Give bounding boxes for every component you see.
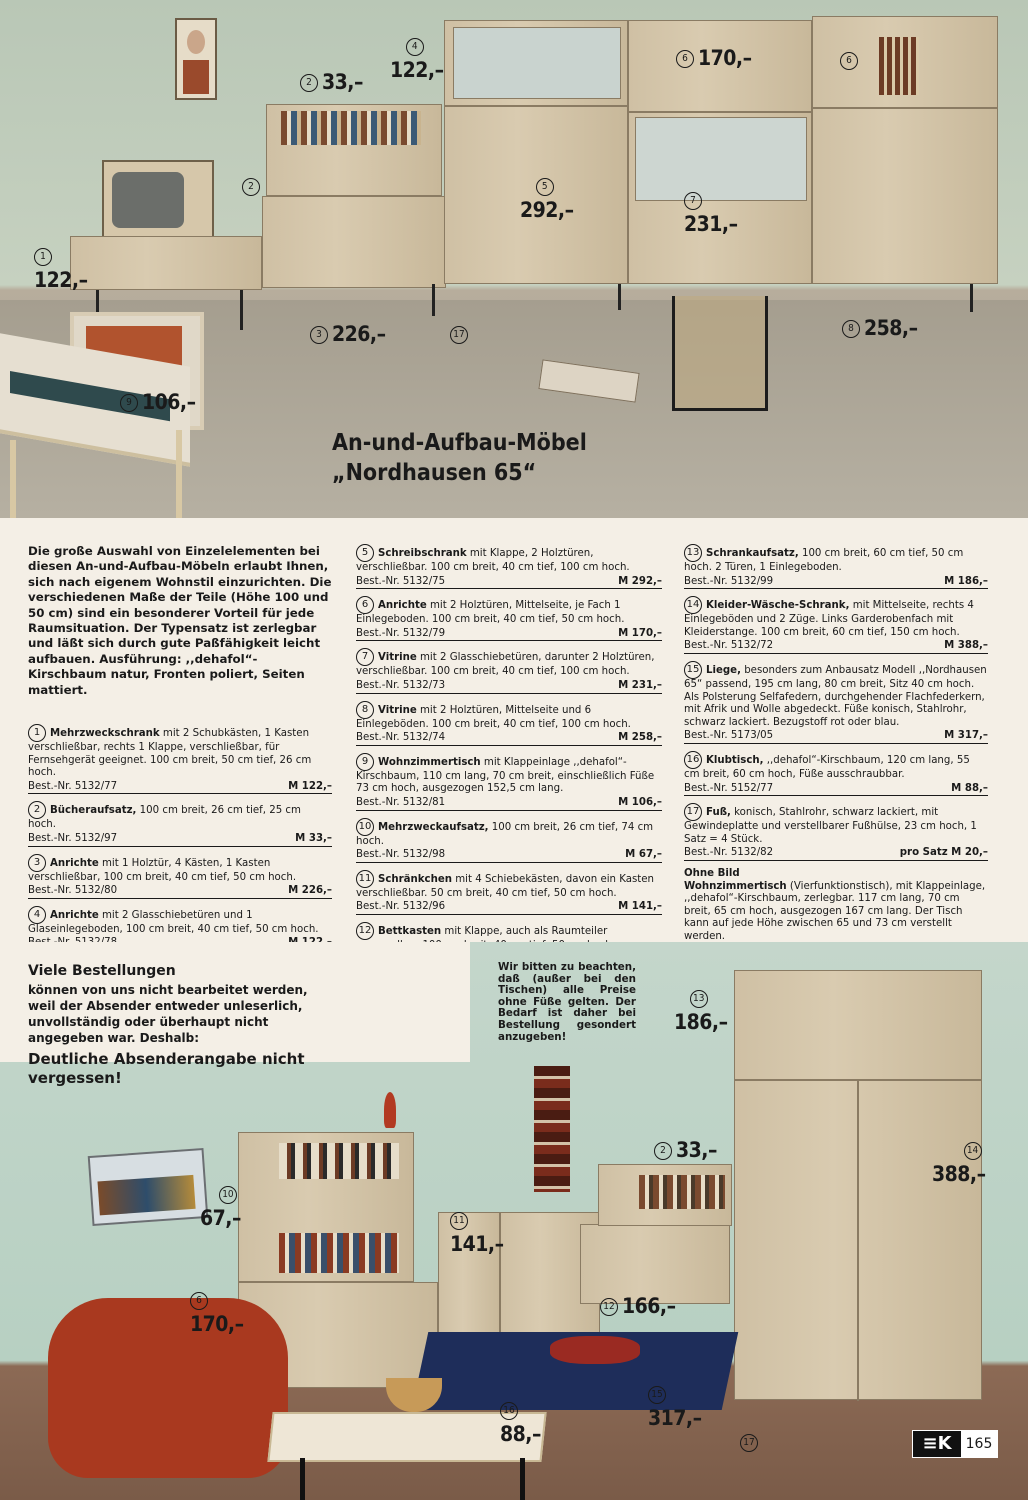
viele-emphasis: Deutliche Absenderangabe nicht vergessen!	[28, 1050, 305, 1087]
label-8: 8 258,–	[842, 316, 918, 340]
item-description: mit Klappe, auch als Raumteiler	[444, 925, 608, 937]
bottom-label-12: 12 166,–	[600, 1294, 676, 1318]
label-4: 4 122,–	[390, 34, 444, 82]
order-line	[28, 832, 332, 847]
vase	[384, 1092, 396, 1128]
order-number: Best.-Nr. 5173/05	[684, 730, 774, 742]
label-3: 3 226,–	[310, 322, 386, 346]
order-number: Best.-Nr. 5132/72	[684, 640, 774, 652]
order-line	[684, 575, 988, 590]
order-line	[356, 848, 662, 863]
cushion	[550, 1336, 640, 1364]
item-name: Anrichte	[50, 857, 99, 869]
product-item	[684, 544, 988, 589]
item-number: 10	[356, 818, 374, 836]
item-number: 2	[28, 801, 46, 819]
order-price: M 88,–	[951, 782, 988, 794]
item-number: 15	[684, 661, 702, 679]
order-line	[684, 729, 988, 744]
viele-bestellungen-box	[28, 962, 338, 1088]
item-number: 16	[684, 751, 702, 769]
item-number: 8	[356, 701, 374, 719]
order-line	[28, 780, 332, 795]
product-item	[684, 751, 988, 796]
item-number: 17	[684, 803, 702, 821]
shelf-2-bottom	[598, 1164, 732, 1226]
bottom-label-14: 14 388,–	[932, 1138, 986, 1186]
product-item	[684, 596, 988, 654]
order-number: Best.-Nr. 5132/74	[356, 732, 446, 744]
item-number: 7	[356, 648, 374, 666]
shelf-10	[238, 1132, 414, 1282]
column-3	[684, 544, 988, 965]
item-number: 9	[356, 753, 374, 771]
product-item	[356, 818, 662, 863]
product-item	[356, 596, 662, 641]
cabinet-8	[812, 108, 998, 284]
order-number: Best.-Nr. 5132/80	[28, 885, 118, 897]
bottom-label-2: 2 33,–	[654, 1138, 717, 1162]
order-line	[684, 782, 988, 797]
product-item	[356, 648, 662, 693]
item-name: Klubtisch,	[706, 754, 764, 766]
item-number: 6	[356, 596, 374, 614]
label-17: 17	[450, 322, 472, 346]
publisher-logo-icon: ≡K	[913, 1431, 961, 1457]
label-6b: 6	[840, 48, 862, 72]
label-2: 2 33,–	[300, 70, 363, 94]
bottom-label-11: 11 141,–	[450, 1208, 504, 1256]
order-price: M 106,–	[618, 796, 662, 808]
product-item	[684, 803, 988, 861]
viele-body: können von uns nicht bearbeitet werden, weil der Absender entweder unleserlich, unvollständig oder überhaupt nicht angegeben war. Deshalb:	[28, 983, 308, 1045]
order-line	[28, 884, 332, 899]
product-item	[356, 701, 662, 746]
item-description: konisch, Stahlrohr, schwarz lackiert, mit Gewindeplatte und verstellbarer Fußhülse, 23 cm hoch, 1 Satz = 4 Stück.	[684, 807, 977, 845]
order-price: M 388,–	[944, 640, 988, 652]
item-description: mit 2 Holztüren, Mittelseite und 6 Einlegeböden. 100 cm breit, 40 cm tief, 100 cm hoch.	[356, 704, 631, 730]
item-description: mit 2 Holztüren, Mittelseite, je Fach 1 Einlegeboden. 100 cm breit, 40 cm tief, 50 cm hoch.	[356, 600, 625, 626]
order-price: M 141,–	[618, 901, 662, 913]
order-price: M 170,–	[618, 627, 662, 639]
order-number: Best.-Nr. 5132/77	[28, 780, 118, 792]
order-number: Best.-Nr. 5132/81	[356, 796, 446, 808]
item-description: 100 cm breit, 26 cm tief, 25 cm hoch.	[28, 805, 301, 831]
item-number: 5	[356, 544, 374, 562]
item-description: (Vierfunktionstisch), mit Klappeinlage, ,,dehafol“-Kirschbaum, zerlegbar. 117 cm lang, 70 cm breit, 65 cm hoch, ausgezogen 167 cm lang. Der Tisch kann auf jede Höhe zwischen 65 und 73 cm verstellt werden.	[684, 880, 986, 942]
order-number: Best.-Nr. 5132/96	[356, 901, 446, 913]
page-badge	[912, 1430, 998, 1458]
item-name: Ohne Bild Wohnzimmertisch	[684, 867, 787, 892]
bottom-label-16: 16 88,–	[500, 1398, 541, 1446]
wall-painting	[88, 1148, 209, 1226]
product-item	[684, 661, 988, 744]
item-number: 11	[356, 870, 374, 888]
item-name: Schränkchen	[378, 873, 453, 885]
item-number: 3	[28, 854, 46, 872]
item-description: mit Mittelseite, rechts 4 Einlegeböden und 2 Züge. Links Garderobenfach mit Kleiderstange. 100 cm breit, 60 cm tief, 150 cm hoch.	[684, 600, 974, 638]
order-line	[356, 575, 662, 590]
item-name: Vitrine	[378, 704, 417, 716]
item-description: besonders zum Anbausatz Modell ,,Nordhausen 65“ passend, 195 cm lang, 80 cm breit, Sitz 40 cm hoch. Als Polsterung Selfafedern, durchgehender Flachfederkern, mit Afrik und Wolle abgedeckt. Füße konisch, Stahlrohr, schwarz lackiert. Bezugstoff rot oder blau.	[684, 664, 987, 728]
item-number: 13	[684, 544, 702, 562]
order-line	[684, 846, 988, 861]
label-6: 6 170,–	[676, 46, 752, 70]
column-1	[28, 544, 332, 958]
order-number: Best.-Nr. 5132/79	[356, 627, 446, 639]
top-room-photo	[0, 0, 1028, 518]
item-description: 100 cm breit, 60 cm tief, 50 cm hoch. 2 Türen, 1 Einlegeboden.	[684, 548, 964, 573]
product-item	[28, 854, 332, 899]
item-description: ,,dehafol“-Kirschbaum, 120 cm lang, 55 cm breit, 60 cm hoch, Füße ausschraubbar.	[684, 754, 970, 780]
product-item	[356, 753, 662, 811]
bottom-label-15: 15 317,–	[648, 1382, 702, 1430]
wall-hanging	[534, 1066, 570, 1192]
price-notice: Wir bitten zu beachten, daß (außer bei den Tischen) alle Preise ohne Füße gelten. Der Bedarf ist daher bei Bestellung gesondert anzugeben!	[498, 961, 636, 1043]
order-price: M 122,–	[288, 780, 332, 792]
item-number: 14	[684, 596, 702, 614]
order-line	[356, 900, 662, 915]
order-number: Best.-Nr. 5132/99	[684, 575, 774, 587]
order-price: M 67,–	[625, 849, 662, 861]
item-name: Bettkasten	[378, 925, 442, 937]
order-price: M 33,–	[295, 833, 332, 845]
label-2b: 2	[242, 174, 264, 198]
item-name: Anrichte	[378, 600, 427, 612]
item-name: Schreibschrank	[378, 548, 467, 559]
magazine-rack	[672, 296, 768, 411]
order-number: Best.-Nr. 5132/82	[684, 847, 774, 859]
cabinet-1	[70, 236, 262, 290]
cabinet-4	[444, 20, 628, 106]
product-item	[28, 801, 332, 846]
order-price: M 258,–	[618, 732, 662, 744]
tv-set	[102, 160, 214, 242]
order-line	[684, 639, 988, 654]
bottom-label-17: 17	[740, 1430, 762, 1454]
order-line	[356, 796, 662, 811]
order-number: Best.-Nr. 5132/97	[28, 833, 118, 845]
catalog-title: An-und-Aufbau-Möbel „Nordhausen 65“	[332, 430, 587, 486]
item-name: Kleider-Wäsche-Schrank,	[706, 600, 850, 612]
order-number: Best.-Nr. 5132/75	[356, 575, 446, 587]
order-number: Best.-Nr. 5132/73	[356, 679, 446, 691]
bottom-label-10: 10 67,–	[200, 1182, 241, 1230]
page-number: 165	[965, 1436, 993, 1452]
order-price: M 231,–	[618, 679, 662, 691]
item-number: 1	[28, 724, 46, 742]
viele-heading: Viele Bestellungen	[28, 963, 176, 979]
order-price: M 186,–	[944, 575, 988, 587]
item-description: mit Klappe, 2 Holztüren, verschließbar. 100 cm breit, 40 cm tief, 100 cm hoch.	[356, 548, 630, 573]
product-item	[356, 544, 662, 589]
item-description: 100 cm breit, 26 cm tief, 74 cm hoch.	[356, 821, 654, 847]
product-item	[28, 724, 332, 794]
wall-portrait	[175, 18, 217, 100]
wardrobe-top-13	[734, 970, 982, 1080]
product-item	[356, 870, 662, 915]
item-name: Mehrzweckaufsatz,	[378, 821, 489, 833]
item-name: Fuß,	[706, 807, 731, 819]
order-price: M 226,–	[288, 885, 332, 897]
order-line	[356, 627, 662, 642]
label-9: 9 106,–	[120, 390, 196, 414]
bookshelf-2	[266, 104, 442, 196]
label-7: 7 231,–	[684, 188, 738, 236]
order-number: Best.-Nr. 5152/77	[684, 782, 774, 794]
order-number: Best.-Nr. 5132/98	[356, 849, 446, 861]
item-name: Liege,	[706, 664, 741, 676]
order-line	[356, 679, 662, 694]
item-name: Schrankaufsatz,	[706, 548, 799, 559]
item-description: mit 2 Glasschiebetüren, darunter 2 Holztüren, verschließbar. 100 cm breit, 40 cm tief, 100 cm hoch.	[356, 652, 655, 678]
order-price: M 292,–	[618, 575, 662, 587]
item-name: Bücheraufsatz,	[50, 805, 137, 817]
item-name: Wohnzimmertisch	[378, 756, 481, 768]
wardrobe-14	[734, 1080, 982, 1400]
item-description: mit 1 Holztür, 4 Kästen, 1 Kasten verschließbar, 100 cm breit, 40 cm tief, 50 cm hoch.	[28, 857, 297, 883]
label-5: 5 292,–	[520, 174, 574, 222]
item-description: mit Klappeinlage ,,dehafol“-Kirschbaum, 110 cm lang, 70 cm breit, einschließlich Füße 73 cm hoch, ausgezogen 152,5 cm lang.	[356, 756, 655, 795]
item-description: mit 4 Schiebekästen, davon ein Kasten verschließbar. 50 cm breit, 40 cm tief, 50 cm hoch.	[356, 873, 655, 899]
item-name: Anrichte	[50, 909, 99, 921]
item-description: mit 2 Glasschiebetüren und 1 Glaseinlegeboden, 100 cm breit, 40 cm tief, 50 cm hoch.	[28, 909, 319, 935]
bed-box-12	[580, 1224, 730, 1304]
armchair	[48, 1298, 288, 1478]
item-number: 12	[356, 922, 374, 940]
order-price: pro Satz M 20,–	[899, 847, 988, 859]
item-description: mit 2 Schubkästen, 1 Kasten verschließbar, rechts 1 Klappe, verschließbar, für Fernsehgerät geeignet. 100 cm breit, 50 cm tief, 26 cm hoch.	[28, 728, 312, 779]
intro-text: Die große Auswahl von Einzelelementen bei diesen An-und-Aufbau-Möbeln erlaubt Ihnen, sich nach eigenem Wohnstil einzurichten. Die verschiedenen Maße der Teile (Höhe 100 und 50 cm) sind ein besonderer Vorteil für jede Raumsituation. Der Typensatz ist zerlegbar und läßt sich durch gute Paßfähigkeit leicht aufbauen. Ausführung: ,,dehafol“-Kirschbaum natur, Fronten poliert, Seiten mattiert.	[28, 544, 332, 697]
label-1: 1 122,–	[34, 244, 88, 292]
bottom-label-6: 6 170,–	[190, 1288, 244, 1336]
item-name: Vitrine	[378, 652, 417, 664]
order-line	[356, 731, 662, 746]
order-price: M 317,–	[944, 730, 988, 742]
item-number: 4	[28, 906, 46, 924]
item-name: Mehrzweckschrank	[50, 728, 160, 740]
cabinet-3	[262, 196, 446, 288]
column-2	[356, 544, 662, 974]
bottom-label-13: 13 186,–	[674, 986, 728, 1034]
